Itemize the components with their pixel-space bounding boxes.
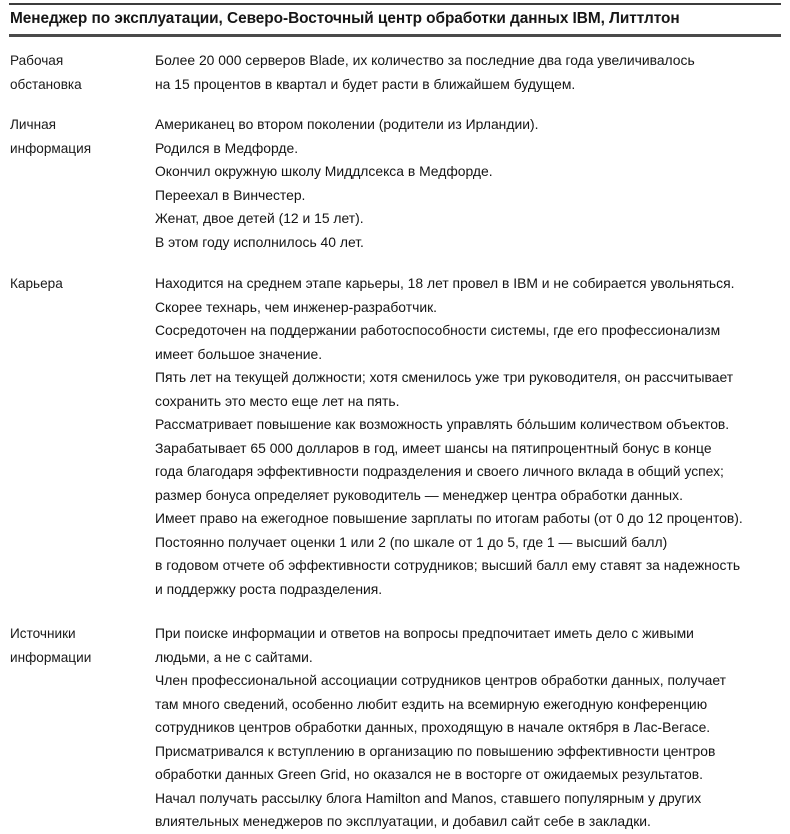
section-label-line: Карьера: [10, 276, 63, 291]
section-text-line: года благодаря эффективности подразделения и своего личного вклада в общий успех;: [155, 463, 724, 479]
section-label-personal-information: [10, 113, 155, 160]
section-text-line: Имеет право на ежегодное повышение зарплаты по итогам работы (от 0 до 12 процентов).: [155, 510, 743, 526]
section-text-line: и поддержку роста подразделения.: [155, 580, 383, 597]
section-text-line: сохранить это место еще лет на пять.: [155, 392, 400, 409]
sheet-body: [0, 37, 790, 834]
page-title: Менеджер по эксплуатации, Северо-Восточный центр обработки данных IBM, Литтлтон: [10, 10, 680, 27]
section-text-line: Американец во втором поколении (родители из Ирландии).: [155, 116, 539, 132]
section-paragraph: [155, 319, 780, 366]
section-paragraph: [155, 507, 780, 531]
section-label-line: информации: [10, 649, 92, 665]
section-text-line: Начал получать рассылку блога Hamilton and Manos, ставшего популярным у других: [155, 789, 702, 806]
section-text-line: Рассматривает повышение как возможность управлять бо́льшим количеством объектов.: [155, 416, 730, 432]
section-paragraph: [155, 531, 780, 602]
section-text-line: сотрудников центров обработки данных, проходящую в начале октября в Лас-Вегасе.: [155, 719, 711, 735]
section-text-line: Зарабатывает 65 000 долларов в год, имеет шансы на пятипроцентный бонус в конце: [155, 439, 712, 456]
section-text-line: Окончил окружную школу Миддлсекса в Медфорде.: [155, 163, 493, 179]
section-content-career: [155, 272, 780, 601]
section-paragraph: [155, 437, 780, 508]
section-text-line: на 15 процентов в квартал и будет расти в ближайшем будущем.: [155, 75, 576, 92]
section-text-line: При поиске информации и ответов на вопросы предпочитает иметь дело с живыми: [155, 625, 694, 641]
section-text-line: имеет большое значение.: [155, 345, 323, 362]
section-label-line: обстановка: [10, 76, 82, 92]
section-text-line: там много сведений, особенно любит ездить на всемирную ежегодную конференцию: [155, 695, 708, 712]
section-text-line: Женат, двое детей (12 и 15 лет).: [155, 210, 364, 226]
section-row-career: [10, 254, 780, 601]
persona-profile-sheet: [0, 3, 790, 829]
section-text-line: Родился в Медфорде.: [155, 139, 299, 156]
section-label-work-environment: [10, 49, 155, 96]
section-paragraph: [155, 113, 780, 137]
section-text-line: людьми, а не с сайтами.: [155, 648, 313, 665]
section-paragraph: [155, 622, 780, 669]
section-text-line: Член профессиональной ассоциации сотрудников центров обработки данных, получает: [155, 672, 727, 688]
section-content-work-environment: [155, 49, 780, 96]
section-content-information-sources: [155, 622, 780, 834]
section-text-line: Переехал в Винчестер.: [155, 186, 306, 203]
section-text-line: в годовом отчете об эффективности сотрудников; высший балл ему ставят за надежность: [155, 557, 741, 573]
section-text-line: Находится на среднем этапе карьеры, 18 лет провел в IBM и не собирается увольняться.: [155, 275, 735, 291]
section-text-line: В этом году исполнилось 40 лет.: [155, 233, 364, 250]
section-paragraph: [155, 272, 780, 296]
section-content-personal-information: [155, 113, 780, 254]
section-label-line: Личная: [10, 117, 57, 132]
section-label-line: Рабочая: [10, 53, 64, 68]
section-text-line: влиятельных менеджеров по эксплуатации, и добавил сайт себе в закладки.: [155, 813, 651, 829]
section-label-information-sources: [10, 622, 155, 669]
section-paragraph: [155, 669, 780, 740]
sheet-header: [0, 5, 790, 34]
section-text-line: обработки данных Green Grid, но оказался не в восторге от ожидаемых результатов.: [155, 766, 704, 782]
section-paragraph: [155, 740, 780, 787]
section-paragraph: [155, 787, 780, 834]
section-row-work-environment: [10, 37, 780, 96]
section-text-line: Сосредоточен на поддержании работоспособности системы, где его профессионализм: [155, 322, 721, 338]
section-paragraph: [155, 137, 780, 161]
section-paragraph: [155, 413, 780, 437]
section-label-line: информация: [10, 140, 92, 156]
section-paragraph: [155, 184, 780, 208]
section-text-line: Постоянно получает оценки 1 или 2 (по шкале от 1 до 5, где 1 — высший балл): [155, 533, 668, 550]
section-text-line: Присматривался к вступлению в организацию по повышению эффективности центров: [155, 742, 716, 759]
section-paragraph: [155, 207, 780, 231]
section-text-line: Скорее технарь, чем инженер-разработчик.: [155, 298, 438, 315]
section-text-line: Более 20 000 серверов Blade, их количество за последние два года увеличивалось: [155, 52, 695, 68]
section-paragraph: [155, 366, 780, 413]
section-paragraph: [155, 160, 780, 184]
section-text-line: Пять лет на текущей должности; хотя сменилось уже три руководителя, он рассчитывает: [155, 369, 734, 385]
section-label-career: [10, 272, 155, 296]
section-row-personal-information: [10, 96, 780, 254]
section-row-information-sources: [10, 601, 780, 834]
section-label-line: Источники: [10, 626, 76, 641]
section-paragraph: [155, 49, 780, 96]
section-paragraph: [155, 296, 780, 320]
section-text-line: размер бонуса определяет руководитель — менеджер центра обработки данных.: [155, 486, 683, 503]
section-paragraph: [155, 231, 780, 255]
